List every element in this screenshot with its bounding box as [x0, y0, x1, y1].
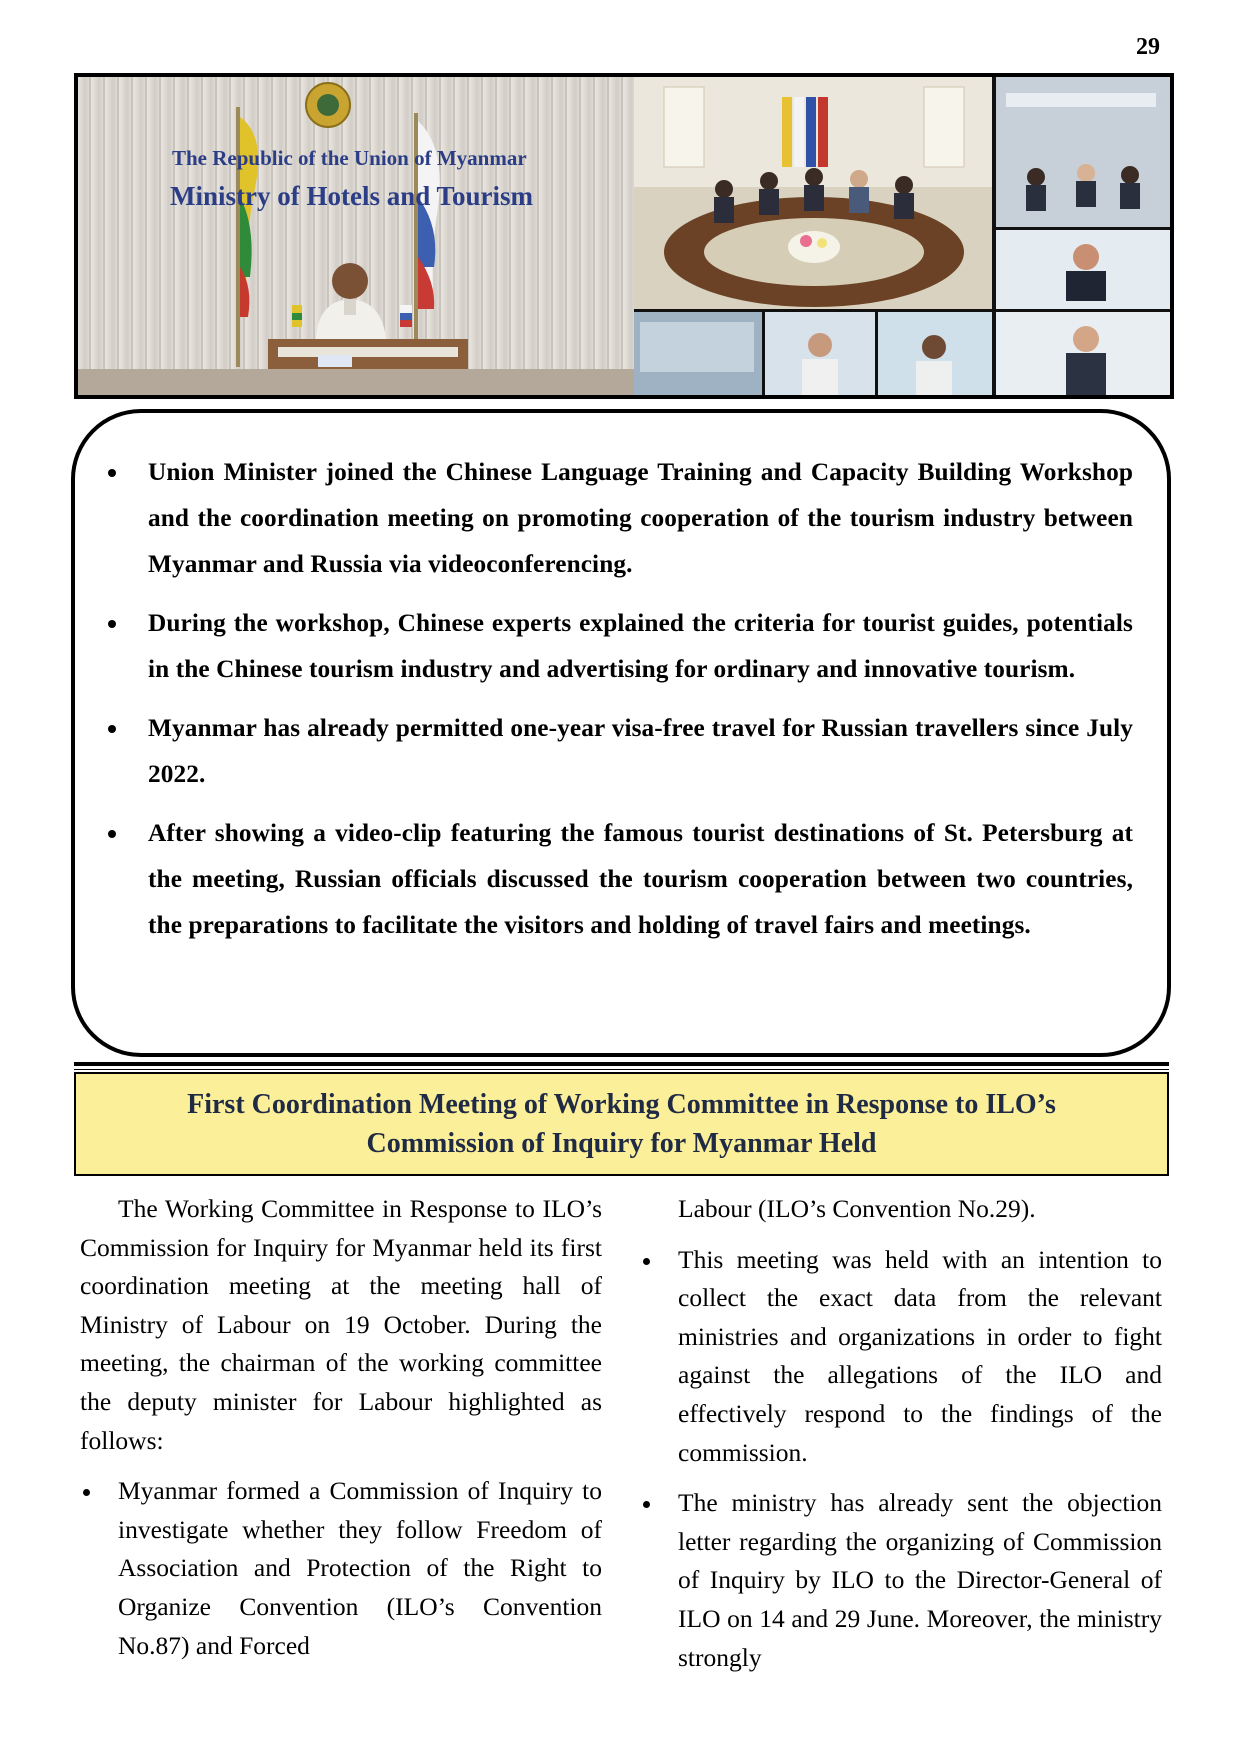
article-intro: The Working Committee in Response to ILO’s Commission for Inquiry for Myanmar held its first coordination meeting at the meeting hall of Ministry of Labour on 19 October. During the meeting, the chairman of the working committee the deputy minister for Labour highlighted as follows:: [80, 1194, 602, 1455]
videoconference-photo: [634, 77, 1170, 395]
sign-line2: Ministry of Hotels and Tourism: [170, 181, 534, 211]
summary-item: [75, 705, 1167, 797]
photo-strip: [74, 73, 1174, 399]
article-column-right: [640, 1190, 1162, 1677]
article-bullet: [640, 1241, 1162, 1473]
article-bullet-text: This meeting was held with an intention to collect the exact data from the relevant ministries and organizations in order to fight against the allegations of the ILO and effectively respond to the findings of the commission.: [678, 1244, 1162, 1467]
article-headline-box: [74, 1072, 1169, 1176]
summary-item: [75, 600, 1167, 692]
summary-item: [75, 449, 1167, 587]
article-bullet-text: Myanmar formed a Commission of Inquiry to investigate whether they follow Freedom of Association and Protection of the Right to Organize Convention (ILO’s Convention No.87) and Forced: [118, 1476, 602, 1660]
page-number: 29: [1136, 34, 1160, 60]
summary-item-text: After showing a video-clip featuring the famous tourist destinations of St. Petersburg at the meeting, Russian officials discussed the tourism cooperation between two countries, the preparations to facilitate the visitors and holding of travel fairs and meetings.: [148, 819, 1133, 939]
article-bullet: [80, 1472, 602, 1665]
summary-box: [71, 409, 1171, 1057]
bullet-icon: [108, 469, 116, 477]
sign-line1: The Republic of the Union of Myanmar: [172, 146, 527, 170]
article-bullet: [640, 1484, 1162, 1677]
minister-photo: [78, 77, 634, 395]
section-divider-thin: [74, 1069, 1169, 1070]
headline-line2: Commission of Inquiry for Myanmar Held: [366, 1128, 877, 1159]
article-column-left: [80, 1190, 602, 1665]
article-headline: [187, 1085, 1056, 1163]
bullet-icon: [643, 1501, 650, 1508]
article-bullet-continuation: Labour (ILO’s Convention No.29).: [678, 1194, 1036, 1223]
summary-item: [75, 810, 1167, 948]
summary-item-text: Myanmar has already permitted one-year visa-free travel for Russian travellers since July 2022.: [148, 714, 1133, 788]
bullet-icon: [108, 620, 116, 628]
summary-item-text: Union Minister joined the Chinese Language Training and Capacity Building Workshop and the coordination meeting on promoting cooperation of the tourism industry between Myanmar and Russia via videoconferencing.: [148, 458, 1133, 578]
bullet-icon: [108, 725, 116, 733]
bullet-icon: [83, 1489, 90, 1496]
headline-line1: First Coordination Meeting of Working Committee in Response to ILO’s: [187, 1089, 1056, 1120]
section-divider: [74, 1062, 1169, 1066]
article-bullet-text: The ministry has already sent the objection letter regarding the organizing of Commission of Inquiry by ILO to the Director-General of ILO on 14 and 29 June. Moreover, the ministry strongly: [678, 1488, 1162, 1672]
bullet-icon: [643, 1258, 650, 1265]
bullet-icon: [108, 830, 116, 838]
summary-list: [75, 449, 1167, 961]
summary-item-text: During the workshop, Chinese experts explained the criteria for tourist guides, potentials in the Chinese tourism industry and advertising for ordinary and innovative tourism.: [148, 609, 1133, 683]
